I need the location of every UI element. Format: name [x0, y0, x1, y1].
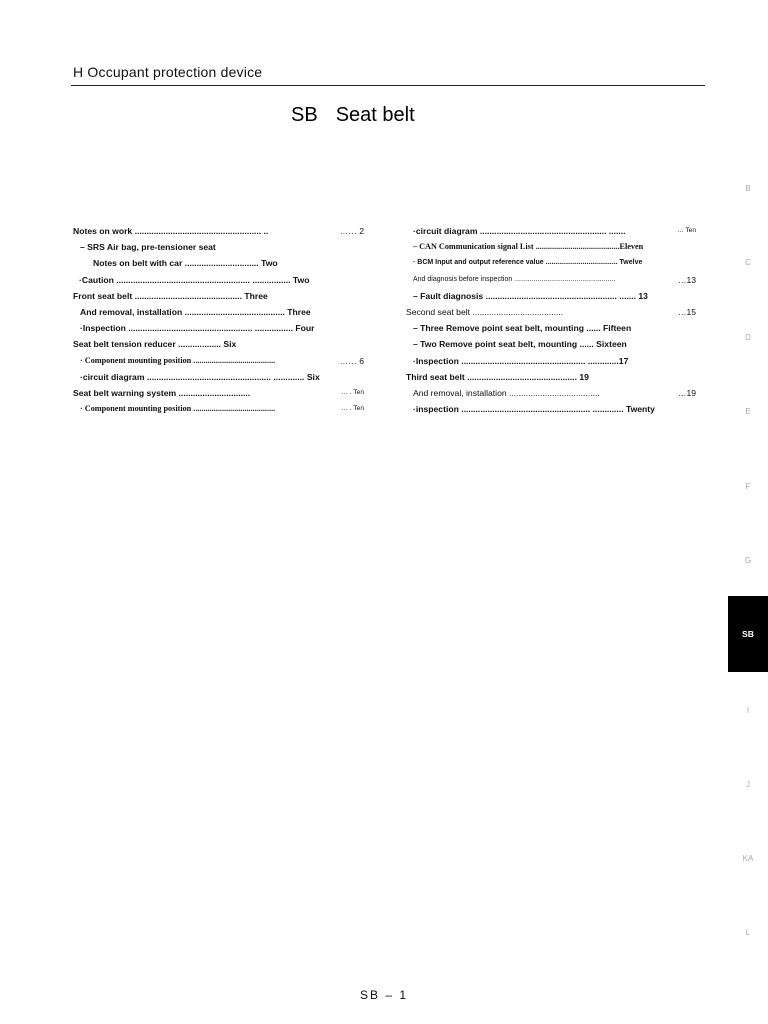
- toc-entry-text: And diagnosis before inspection ....................................................: [413, 275, 616, 283]
- toc-entry[interactable]: [73, 239, 373, 255]
- page-number: SB – 1: [359, 988, 409, 1002]
- page-title: [291, 104, 415, 127]
- toc-entry[interactable]: [73, 304, 373, 320]
- toc-entry[interactable]: [406, 239, 696, 255]
- toc-entry-page: …19: [677, 387, 696, 398]
- toc-entry[interactable]: [406, 385, 696, 401]
- section-header: H Occupant protection device: [73, 64, 263, 80]
- toc-entry[interactable]: [73, 272, 373, 288]
- toc-entry-page: …15: [677, 306, 696, 317]
- toc-entry[interactable]: [406, 255, 696, 271]
- toc-entry-text: ·circuit diagram .................................................... ............. Six: [80, 371, 320, 382]
- toc-entry[interactable]: [406, 320, 696, 336]
- tab-j[interactable]: J: [746, 780, 750, 789]
- toc-entry-text: · BCM Input and output reference value ..................................... Twelve: [413, 259, 643, 267]
- toc-entry-text: – CAN Communication signal List .........................................Eleven: [413, 242, 644, 252]
- tab-l[interactable]: L: [745, 928, 751, 937]
- toc-entry[interactable]: [73, 385, 373, 401]
- toc-entry-text: ·Inspection .................................................... .............17: [413, 355, 629, 366]
- toc-entry-text: Second seat belt ......................................: [406, 306, 564, 317]
- tab-c[interactable]: C: [745, 258, 751, 267]
- toc-entry[interactable]: [406, 304, 696, 320]
- toc-entry-page: …13: [677, 274, 696, 285]
- toc-entry[interactable]: [406, 288, 696, 304]
- toc-entry-text: – Three Remove point seat belt, mounting ...... Fifteen: [413, 323, 632, 334]
- toc-entry[interactable]: [406, 272, 696, 288]
- tab-f[interactable]: F: [745, 482, 751, 491]
- tab-i[interactable]: I: [746, 706, 750, 715]
- toc-entry-text: Front seat belt ............................................. Three: [73, 290, 268, 301]
- toc-entry-text: Seat belt warning system ..............................: [73, 387, 251, 398]
- section-thumb-tabs: [728, 0, 768, 1024]
- toc-entry-text: ·Caution ........................................................ ................ Two: [79, 274, 310, 285]
- doc-title: Seat belt: [335, 104, 415, 126]
- toc-entry-page: …… 6: [339, 355, 364, 366]
- toc-entry-text: – Fault diagnosis ....................................................... ....... 13: [413, 290, 648, 301]
- toc-entry-text: Third seat belt .............................................. 19: [406, 371, 589, 382]
- toc-entry[interactable]: [406, 353, 696, 369]
- toc-entry[interactable]: [73, 401, 373, 417]
- toc-entry-text: And removal, installation ......................................: [413, 387, 600, 398]
- toc-entry[interactable]: [73, 288, 373, 304]
- toc-entry[interactable]: [406, 223, 696, 239]
- toc-entry[interactable]: [406, 401, 696, 417]
- toc-right-column: [406, 223, 696, 417]
- toc-entry[interactable]: [73, 255, 373, 271]
- toc-entry-text: And removal, installation .......................................... Three: [80, 306, 311, 317]
- toc-entry-text: ·circuit diagram ..................................................... .......: [413, 226, 626, 236]
- toc-entry-text: Notes on belt with car ............................... Two: [93, 258, 278, 269]
- tab-g[interactable]: G: [744, 556, 752, 565]
- toc-left-column: [73, 223, 373, 417]
- tab-d[interactable]: D: [745, 333, 751, 342]
- toc-entry-text: Seat belt tension reducer .................. Six: [73, 339, 237, 350]
- toc-entry[interactable]: [73, 320, 373, 336]
- toc-entry-page: … . Ten: [341, 388, 364, 396]
- tab-sb[interactable]: SB: [728, 596, 768, 672]
- toc-entry-text: ·Inspection .................................................... ................ Four: [80, 323, 315, 334]
- tab-b[interactable]: B: [745, 184, 751, 193]
- tab-e[interactable]: E: [745, 407, 751, 416]
- toc-entry[interactable]: [73, 223, 373, 239]
- toc-entry[interactable]: [73, 353, 373, 369]
- toc-entry[interactable]: [73, 336, 373, 352]
- toc-entry-text: · Component mounting position ........................................: [80, 404, 276, 414]
- toc-entry-page: … Ten: [677, 227, 696, 234]
- toc-entry-text: ·inspection ...................................................... ............. Twenty: [413, 404, 655, 415]
- toc-entry[interactable]: [406, 369, 696, 385]
- header-divider: [71, 85, 705, 86]
- toc-entry[interactable]: [73, 369, 373, 385]
- toc-entry-text: · Component mounting position ........................................: [80, 355, 276, 365]
- tab-ka[interactable]: KA: [742, 854, 754, 863]
- toc-entry-text: Notes on work ..................................................... ..: [73, 226, 269, 236]
- toc-entry-page: … . Ten: [341, 405, 364, 413]
- toc-entry-text: – Two Remove point seat belt, mounting ...... Sixteen: [413, 339, 627, 350]
- toc-entry-text: – SRS Air bag, pre-tensioner seat: [80, 242, 216, 253]
- toc-entry[interactable]: [406, 336, 696, 352]
- doc-code: SB: [291, 104, 318, 126]
- toc-entry-page: …… 2: [339, 226, 364, 236]
